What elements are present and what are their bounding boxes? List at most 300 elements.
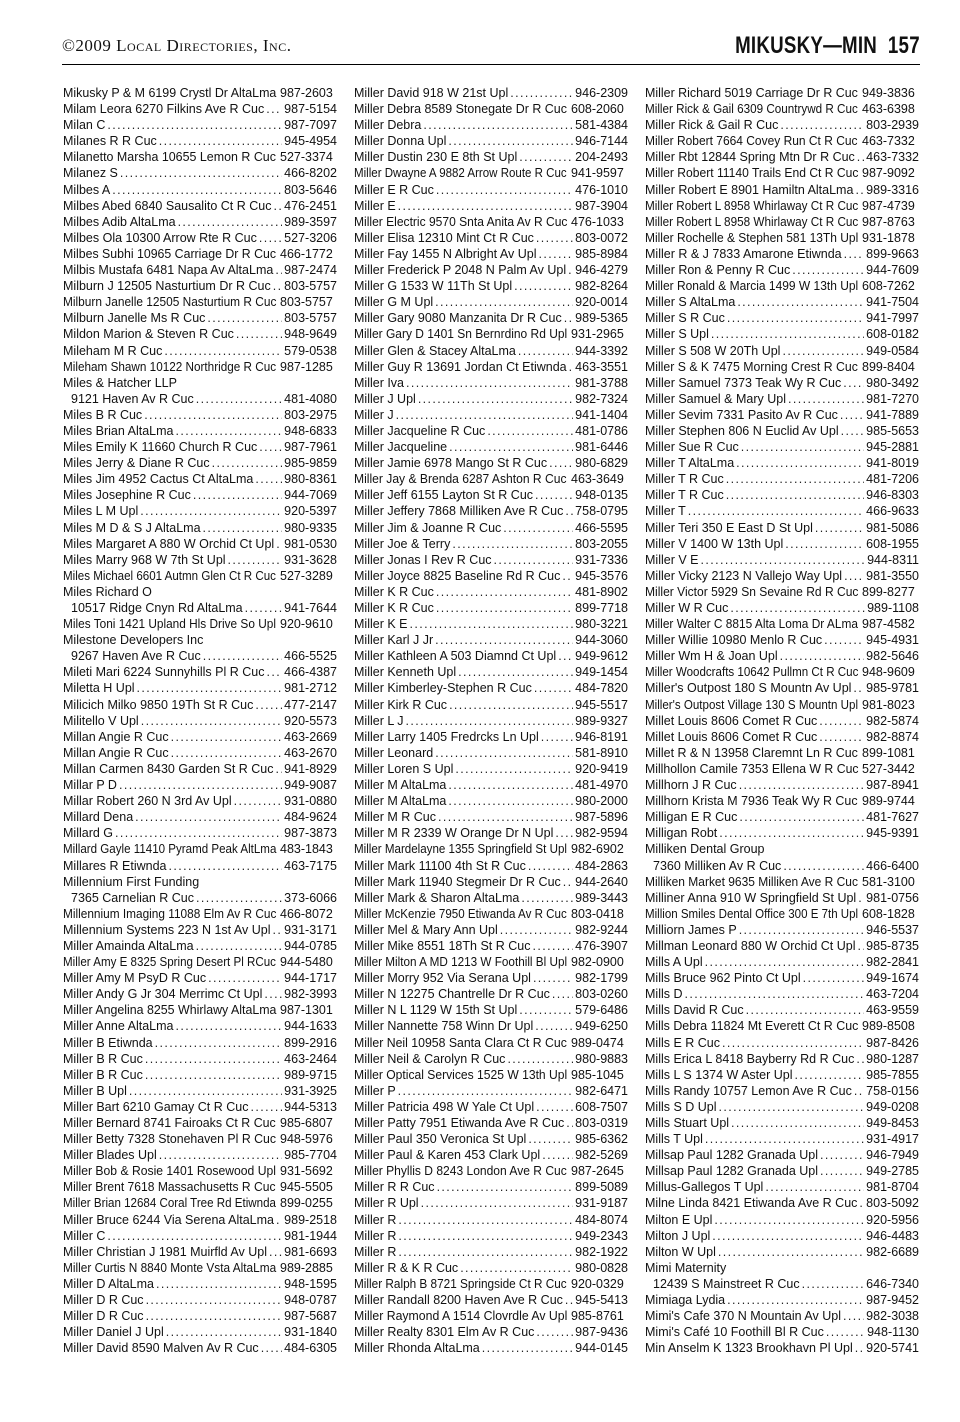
listing-name: Millares R Etiwnda <box>63 858 167 873</box>
leader-dots <box>273 278 282 294</box>
listing-entry <box>63 214 337 230</box>
listing-entry <box>354 1244 628 1260</box>
listing-name: 12439 S Mainstreet R Cuc <box>653 1276 800 1291</box>
listing-phone: 946-2309 <box>575 86 628 100</box>
listing-entry <box>354 858 628 874</box>
listing-phone: 803-5757 <box>284 311 337 326</box>
listing-entry <box>645 536 919 552</box>
listing-name: Miller Angelina 8255 Whirlawy AltaLma <box>63 1003 277 1018</box>
listing-phone: 987-1285 <box>280 359 333 374</box>
listing-name: Miles Brian AltaLma <box>63 423 174 438</box>
listing-phone: 581-8910 <box>575 745 628 760</box>
listing-phone: 987-9436 <box>575 1325 628 1340</box>
listing-name: Mimi's Café 10 Foothill Bl R Cuc <box>645 1325 824 1340</box>
listing-name: Millar P D <box>63 778 117 793</box>
listing-name: Miller Mel & Mary Ann Upl <box>354 922 498 937</box>
listing-entry <box>354 101 628 117</box>
listing-phone: 944-8311 <box>867 552 919 567</box>
listing-name: Milam Leora 6270 Filkins Ave R Cuc <box>63 102 265 117</box>
listing-name: Miller R & J 7833 Amarone Etiwnda <box>645 246 842 261</box>
listing-entry <box>645 1276 919 1292</box>
listing-entry <box>63 616 337 632</box>
listing-entry <box>645 986 919 1002</box>
listing-entry <box>63 536 337 552</box>
listing-entry <box>645 938 919 954</box>
listing-phone: 608-0182 <box>866 327 919 342</box>
leader-dots <box>175 423 282 439</box>
listing-entry <box>63 954 337 970</box>
listing-entry <box>354 745 628 761</box>
leader-dots <box>448 777 573 793</box>
leader-dots <box>500 922 573 938</box>
listing-entry <box>354 471 628 487</box>
listing-entry <box>645 503 919 519</box>
listing-phone: 989-5365 <box>575 311 628 326</box>
listing-name: Milliner Anna 910 W Springfield St Upl <box>645 890 857 905</box>
listing-phone: 463-7175 <box>284 858 337 873</box>
leader-dots <box>266 664 282 680</box>
listing-phone: 527-3374 <box>280 150 333 165</box>
listing-entry <box>645 1115 919 1131</box>
listing-entry <box>645 278 919 294</box>
listing-phone: 949-9087 <box>284 778 337 793</box>
listing-phone: 944-3392 <box>575 343 628 358</box>
listing-name: 9267 Haven Ave R Cuc <box>71 649 201 664</box>
listing-name: Miller N L 1129 W 15th St Upl <box>354 1003 518 1018</box>
listing-name: Miller E <box>354 198 396 213</box>
listing-phone: 463-2669 <box>284 729 337 744</box>
leader-dots <box>688 503 864 519</box>
listing-phone: 946-8191 <box>575 729 628 744</box>
leader-dots <box>144 407 282 423</box>
listing-phone: 944-7069 <box>284 488 337 503</box>
leader-dots <box>266 101 282 117</box>
listing-entry <box>63 1324 337 1340</box>
listing-name: Miller Rhonda AltaLma <box>354 1341 480 1356</box>
leader-dots <box>129 1083 282 1099</box>
listing-name: Mimi's Cafe 370 N Mountain Av Upl <box>645 1309 841 1324</box>
listing-phone: 987-3904 <box>575 198 628 213</box>
listing-phone: 899-9663 <box>866 246 919 261</box>
listing-name: Miller Jacqueline <box>354 440 448 455</box>
listing-name: Mills E R Cuc <box>645 1035 721 1050</box>
listing-entry <box>645 729 919 745</box>
listing-name: Miller Rick & Gail 6309 Countrywd R Cuc <box>645 102 858 117</box>
listing-name: Miles L M Upl <box>63 504 139 519</box>
listing-name: Miller Amy M PsyD R Cuc <box>63 971 207 986</box>
listing-entry <box>354 85 628 101</box>
listing-phone: 948-5976 <box>280 1132 333 1147</box>
listing-name: Miller P <box>354 1083 396 1098</box>
listing-name: Miller David 918 W 21st Upl <box>354 86 509 100</box>
listing-phone: 481-4970 <box>575 778 628 793</box>
listing-entry <box>63 1099 337 1115</box>
leader-dots <box>855 1340 864 1356</box>
listing-phone: 987-5154 <box>284 102 337 117</box>
listing-entry <box>645 697 919 713</box>
listing-name: Miller Bob & Rosie 1401 Rosewood Upl <box>63 1164 276 1179</box>
leader-dots <box>273 922 283 938</box>
listing-phone: 945-5517 <box>575 697 628 712</box>
listing-entry <box>645 246 919 262</box>
leader-dots <box>107 1228 282 1244</box>
listing-phone: 981-7270 <box>866 391 919 406</box>
listing-entry <box>645 1292 919 1308</box>
listing-entry <box>63 262 337 278</box>
listing-entry <box>645 858 919 874</box>
listing-name: Miller D R Cuc <box>63 1309 144 1324</box>
listing-entry <box>63 1340 337 1356</box>
listing-name: Miller S R Cuc <box>645 311 725 326</box>
listing-phone: 945-4954 <box>284 134 337 149</box>
listing-phone: 463-6398 <box>862 102 915 117</box>
leader-dots <box>208 970 282 986</box>
listing-entry <box>63 745 337 761</box>
listing-name: Miller B R Cuc <box>63 1051 143 1066</box>
listing-entry <box>354 825 628 841</box>
listing-phone: 948-9609 <box>862 665 915 680</box>
listing-name: Milanetto Marsha 10655 Lemon R Cuc <box>63 150 276 165</box>
listing-entry <box>645 1099 919 1115</box>
listing-name: Millsap Paul 1282 Granada Upl <box>645 1148 819 1163</box>
listing-name: Miller R R Cuc <box>354 1180 435 1195</box>
listing-phone: 987-9092 <box>862 166 915 181</box>
listing-entry <box>645 165 919 181</box>
leader-dots <box>780 648 865 664</box>
listing-phone: 949-2343 <box>575 1228 628 1243</box>
listing-phone: 527-3442 <box>862 761 915 776</box>
listing-phone: 949-6250 <box>575 1019 628 1034</box>
listing-name: Miller Mark 11100 4th St R Cuc <box>354 858 526 873</box>
listing-name: Miller Bart 6210 Gamay Ct R Cuc <box>63 1099 249 1114</box>
listing-name: Millhollon Camile 7353 Ellena W R Cuc <box>645 761 859 776</box>
listing-name: Milton E Upl <box>645 1212 713 1227</box>
listing-entry <box>63 1276 337 1292</box>
listing-entry <box>63 600 337 616</box>
listing-entry <box>63 1051 337 1067</box>
leader-dots <box>398 198 574 214</box>
listing-phone: 899-7718 <box>575 601 628 615</box>
listing-name: Miller Christian J 1981 Muirfld Av Upl <box>63 1244 268 1259</box>
leader-dots <box>275 262 282 278</box>
listing-name: Mildon Marion & Steven R Cuc <box>63 327 234 342</box>
listing-entry <box>63 841 337 857</box>
listing-entry <box>63 1260 337 1276</box>
listing-entry <box>645 375 919 391</box>
listing-entry <box>63 858 337 874</box>
listing-name: Miller S Upl <box>645 327 709 342</box>
listing-name: Miller Leonard <box>354 745 434 760</box>
listing-entry <box>645 1179 919 1195</box>
listing-phone: 941-7644 <box>284 601 337 615</box>
listing-name: Mills Erica L 8418 Bayberry Rd R Cuc <box>645 1051 855 1066</box>
listing-phone: 899-2916 <box>284 1035 337 1050</box>
listing-name: Mills L S 1374 W Aster Upl <box>645 1067 793 1082</box>
listing-entry <box>645 1163 919 1179</box>
listing-entry <box>354 391 628 407</box>
listing-phone: 481-7206 <box>866 472 919 487</box>
listing-phone: 581-4384 <box>575 118 628 133</box>
listing-phone: 920-5573 <box>284 713 337 728</box>
leader-dots <box>396 407 574 423</box>
listing-phone: 989-9715 <box>284 1067 337 1082</box>
leader-dots <box>145 1067 282 1083</box>
leader-dots <box>137 680 283 696</box>
leader-dots <box>398 1083 574 1099</box>
listing-name: Miller Dustin 230 E 8th St Upl <box>354 150 518 165</box>
listing-entry <box>63 294 337 310</box>
listing-name: Miller Mark & Sharon AltaLma <box>354 890 520 905</box>
leader-dots <box>739 777 864 793</box>
listing-entry <box>354 343 628 359</box>
leader-dots <box>212 455 283 471</box>
leader-dots <box>844 246 865 262</box>
listing-phone: 949-8453 <box>866 1116 919 1130</box>
listing-phone: 945-2881 <box>866 440 919 455</box>
leader-dots <box>519 149 573 165</box>
listing-name: 7360 Milliken Av R Cuc <box>653 858 782 873</box>
listing-name: Miles B R Cuc <box>63 407 143 422</box>
listing-name: 10517 Ridge Cnyn Rd AltaLma <box>71 601 243 615</box>
guide-range: MIKUSKY—MIN <box>735 32 878 59</box>
listing-phone: 803-2939 <box>866 118 919 133</box>
listing-name: Miller Randall 8200 Haven Ave R Cuc <box>354 1293 563 1308</box>
listing-phone: 985-8735 <box>866 938 919 953</box>
listing-phone: 466-6400 <box>866 858 919 873</box>
listing-entry <box>354 520 628 536</box>
listing-entry <box>63 423 337 439</box>
leader-dots <box>824 632 864 648</box>
listing-entry <box>63 407 337 423</box>
listing-phone: 949-1454 <box>575 665 628 680</box>
listing-name: Miller J <box>354 407 394 422</box>
leader-dots <box>565 503 573 519</box>
listing-entry <box>63 922 337 938</box>
listing-entry <box>63 487 337 503</box>
listing-entry <box>63 1308 337 1324</box>
listing-entry <box>354 777 628 793</box>
listing-entry <box>354 1147 628 1163</box>
listing-name: Miller B Etiwnda <box>63 1035 153 1050</box>
listing-phone: 985-1045 <box>571 1067 624 1082</box>
listing-entry <box>354 664 628 680</box>
listing-entry <box>63 729 337 745</box>
listing-name: Milton W Upl <box>645 1244 716 1259</box>
listing-entry <box>63 1067 337 1083</box>
listing-phone: 989-9327 <box>575 713 628 728</box>
listing-name: Miller Debra 8589 Stonegate Dr R Cuc <box>354 102 567 117</box>
listing-phone: 803-2975 <box>284 407 337 422</box>
leader-dots <box>207 310 282 326</box>
listing-name: Miller Andy G Jr 304 Merrimc Ct Upl <box>63 987 263 1002</box>
copyright-text: ©2009 Local Directories, Inc. <box>62 36 292 55</box>
leader-dots <box>155 1035 283 1051</box>
listing-entry <box>645 230 919 246</box>
listing-phone: 989-3443 <box>575 890 628 905</box>
leader-dots <box>562 568 573 584</box>
listing-name: Miller Fay 1455 N Albright Av Upl <box>354 246 537 261</box>
listing-column-1 <box>63 85 337 1356</box>
listing-phone: 463-7332 <box>862 134 915 149</box>
listing-name: Millet Louis 8606 Comet R Cuc <box>645 729 818 744</box>
listing-entry <box>354 616 628 632</box>
leader-dots <box>203 648 282 664</box>
listing-phone: 463-2670 <box>284 745 337 760</box>
leader-dots <box>171 729 283 745</box>
listing-phone: 945-4931 <box>866 633 919 648</box>
listing-phone: 931-0880 <box>284 794 337 809</box>
listing-entry <box>63 1228 337 1244</box>
listing-name: Milburn Janelle Ms R Cuc <box>63 311 206 326</box>
listing-name: Miller Karl J Jr <box>354 633 434 648</box>
listing-entry <box>354 182 628 198</box>
listing-phone: 948-9649 <box>284 327 337 342</box>
listing-phone: 484-6305 <box>284 1341 337 1356</box>
listing-name: Miller Willie 10980 Menlo R Cuc <box>645 633 823 648</box>
listing-phone: 985-7704 <box>284 1148 337 1163</box>
listing-phone: 982-6689 <box>866 1244 919 1259</box>
listing-phone: 980-9335 <box>284 520 337 535</box>
listing-entry <box>354 632 628 648</box>
listing-entry <box>645 343 919 359</box>
listing-entry <box>645 1051 919 1067</box>
listing-name: Millet Louis 8606 Comet R Cuc <box>645 713 818 728</box>
listing-name: Miles Emily K 11660 Church R Cuc <box>63 440 258 455</box>
leader-dots <box>712 1228 864 1244</box>
listing-phone: 987-4582 <box>862 617 915 632</box>
listing-name: Milbes A <box>63 182 111 197</box>
listing-phone: 944-0785 <box>284 938 337 953</box>
listing-entry <box>354 294 628 310</box>
listing-entry <box>63 117 337 133</box>
listing-name: Miller David 8590 Malven Av R Cuc <box>63 1341 259 1356</box>
listing-entry <box>645 198 919 214</box>
listing-name: 9121 Haven Av R Cuc <box>71 391 194 406</box>
listing-phone: 466-8202 <box>284 166 337 181</box>
listing-entry <box>354 874 628 890</box>
listing-name: Miles M D & S J AltaLma <box>63 520 201 535</box>
listing-phone: 982-1922 <box>575 1244 628 1259</box>
listing-phone: 982-3038 <box>866 1309 919 1324</box>
listing-phone: 466-9633 <box>866 504 919 519</box>
listing-name: Mimiaga Lydia <box>645 1293 726 1308</box>
listing-phone: 466-8072 <box>280 906 333 921</box>
page-header <box>62 30 920 60</box>
listing-phone: 608-1828 <box>862 906 915 921</box>
listing-entry <box>354 133 628 149</box>
listing-phone: 985-7855 <box>866 1067 919 1082</box>
leader-dots <box>521 890 573 906</box>
listing-name: Millennium Imaging 11088 Elm Av R Cuc <box>63 906 277 921</box>
listing-entry <box>645 439 919 455</box>
leader-dots <box>555 825 573 841</box>
listing-name: Miles Toni 1421 Upland Hls Drive So Upl <box>63 617 276 632</box>
listing-name: Miller's Outpost 180 S Mountn Av Upl <box>645 681 852 696</box>
listing-entry <box>354 359 628 375</box>
listing-entry <box>645 1228 919 1244</box>
listing-entry <box>645 1018 919 1034</box>
listing-entry <box>63 326 337 342</box>
listing-entry <box>354 584 628 600</box>
listing-phone: 945-5413 <box>575 1293 628 1308</box>
listing-entry <box>354 793 628 809</box>
leader-dots <box>726 471 864 487</box>
listing-name: Miller Robert 11140 Trails End Ct R Cuc <box>645 166 859 181</box>
leader-dots <box>739 809 864 825</box>
listing-entry <box>354 214 628 230</box>
listing-entry <box>63 1147 337 1163</box>
leader-dots <box>398 1244 573 1260</box>
listing-entry <box>354 536 628 552</box>
listing-name: Miller Robert L 8958 Whirlaway Ct R Cuc <box>645 214 859 229</box>
listing-name: Miller Richard 5019 Carriage Dr R Cuc <box>645 86 858 100</box>
listing-entry <box>63 343 337 359</box>
listing-name: Millan Carmen 8430 Garden St R Cuc <box>63 761 274 776</box>
listing-phone: 987-8426 <box>866 1035 919 1050</box>
leader-dots <box>536 1099 573 1115</box>
leader-dots <box>435 294 573 310</box>
listing-entry <box>63 198 337 214</box>
leader-dots <box>438 809 573 825</box>
listing-phone: 987-5687 <box>284 1309 337 1324</box>
listing-name: Miles Margaret A 880 W Orchid Ct Upl <box>63 536 275 551</box>
listing-entry <box>63 1212 337 1228</box>
listing-entry <box>645 793 919 809</box>
listing-phone: 484-2863 <box>575 858 628 873</box>
listing-entry <box>63 246 337 262</box>
listing-entry <box>645 1035 919 1051</box>
leader-dots <box>856 1051 864 1067</box>
listing-name: Milbes Ola 10300 Arrow Rte R Cuc <box>63 230 257 245</box>
leader-dots <box>535 487 573 503</box>
listing-entry <box>63 85 337 101</box>
leader-dots <box>156 1276 282 1292</box>
listing-phone: 463-2464 <box>284 1051 337 1066</box>
listing-name: Miller Amy E 8325 Spring Desert Pl RCuc <box>63 955 276 970</box>
leader-dots <box>541 729 573 745</box>
listing-name: Miller Bernard 8741 Fairoaks Ct R Cuc <box>63 1116 276 1130</box>
listing-name: Miller T <box>645 504 686 519</box>
listing-name: Miller Rick & Gail R Cuc <box>645 118 779 133</box>
listing-name: Milburn Janelle 12505 Nasturtium R Cuc <box>63 295 277 310</box>
leader-dots <box>482 1340 573 1356</box>
leader-dots <box>203 520 283 536</box>
listing-entry <box>354 922 628 938</box>
listing-entry <box>354 552 628 568</box>
listing-entry <box>354 149 628 165</box>
listing-entry <box>354 1228 628 1244</box>
listing-phone: 948-0787 <box>284 1293 337 1308</box>
listing-entry <box>354 1035 628 1051</box>
listing-phone: 946-8303 <box>866 488 919 503</box>
leader-dots <box>423 117 573 133</box>
leader-dots <box>533 970 573 986</box>
listing-column-3 <box>645 85 919 1356</box>
listing-entry <box>354 568 628 584</box>
listing-name: Miller Amainda AltaLma <box>63 938 194 953</box>
listing-entry <box>63 648 337 664</box>
listing-phone: 945-9391 <box>866 826 919 841</box>
listing-entry <box>354 890 628 906</box>
listing-phone: 803-0260 <box>575 987 628 1002</box>
listing-name: Miller Elisa 12310 Mint Ct R Cuc <box>354 230 534 245</box>
listing-phone: 931-3628 <box>284 552 337 567</box>
leader-dots <box>780 117 864 133</box>
listing-phone: 483-1843 <box>280 842 333 857</box>
leader-dots <box>535 1018 573 1034</box>
listing-entry <box>63 101 337 117</box>
leader-dots <box>259 230 282 246</box>
